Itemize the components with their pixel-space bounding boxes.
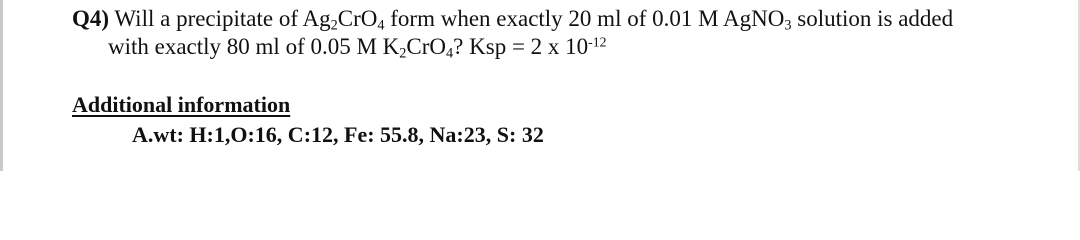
subscript: 3 <box>784 17 792 34</box>
question-text: form when exactly 20 ml of 0.01 M AgNO <box>384 6 785 31</box>
atomic-weights: A.wt: H:1,O:16, C:12, Fe: 55.8, Na:23, S: 32 <box>132 122 544 147</box>
question-block <box>72 5 1072 61</box>
left-border <box>0 0 3 171</box>
question-text: ? Ksp = 2 x 10 <box>453 34 589 59</box>
subscript: 4 <box>446 45 454 62</box>
question-line-2 <box>72 33 1072 61</box>
question-line-1 <box>72 5 1072 33</box>
question-text: Will a precipitate of Ag <box>109 6 331 31</box>
subscript: 2 <box>399 45 407 62</box>
subscript: 2 <box>330 17 338 34</box>
question-number: Q4) <box>72 6 110 31</box>
question-text: with exactly 80 ml of 0.05 M K <box>108 34 400 59</box>
question-text: solution is added <box>791 6 954 31</box>
additional-info-title: Additional information <box>72 92 291 117</box>
question-text: CrO <box>337 6 378 31</box>
subscript: 4 <box>377 17 385 34</box>
additional-info-block <box>72 92 544 148</box>
question-text: CrO <box>406 34 447 59</box>
superscript-exponent: -12 <box>588 34 607 50</box>
